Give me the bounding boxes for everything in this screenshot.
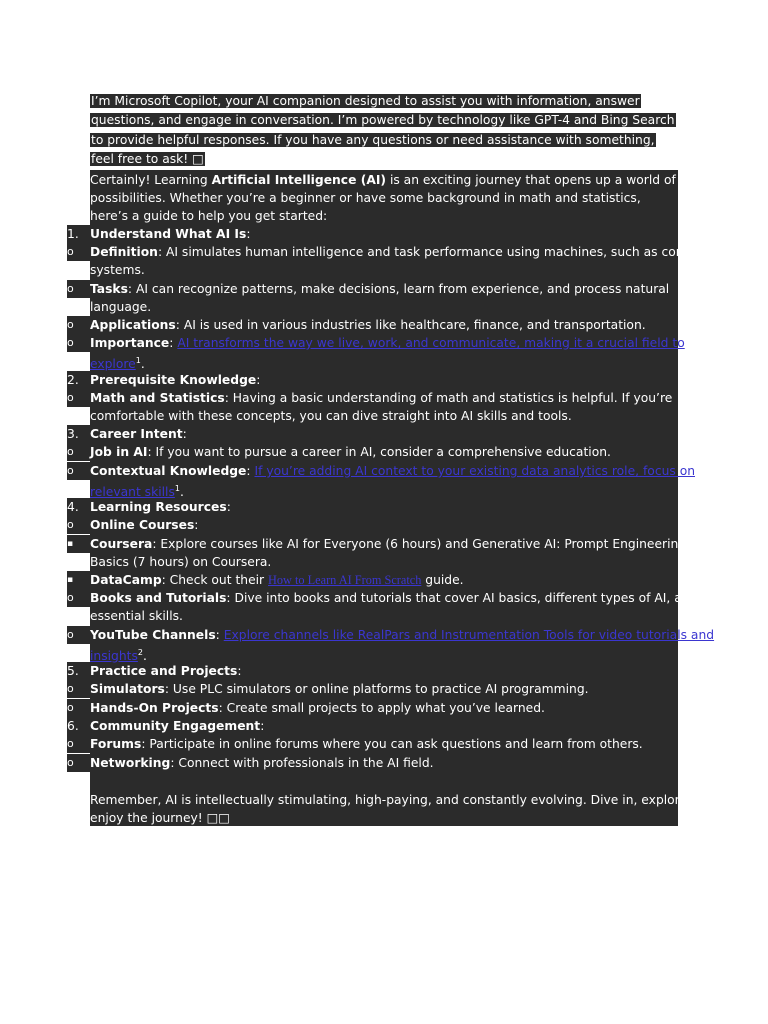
list-bullet: o	[67, 462, 90, 480]
list-item-continuation: insights$^2$.	[90, 648, 147, 664]
citation-mark[interactable]: 1	[174, 484, 180, 493]
opening-paragraph: Certainly! Learning Artificial Intelligence (AI) is an exciting journey that opens up a world of possibilities. Whether you’re a beginner or have some background in math and statistics, here’s a guide to help you get started:	[90, 173, 676, 224]
list-item: Job in AI: If you want to pursue a career in AI, consider a comprehensive education.	[90, 445, 611, 459]
list-item-continuation: language.	[90, 300, 152, 314]
list-item: Math and Statistics: Having a basic understanding of math and statistics is helpful. If you’re	[90, 391, 673, 405]
citation-mark[interactable]: 1	[135, 356, 141, 365]
list-number: 3.	[67, 425, 90, 443]
section-heading: Practice and Projects:	[90, 664, 242, 678]
contextual-link[interactable]: If you’re adding AI context to your existing data analytics role, focus on	[254, 464, 696, 478]
list-bullet: o	[67, 516, 90, 534]
list-item-continuation: Basics (7 hours) on Coursera.	[90, 555, 272, 569]
importance-link[interactable]: AI transforms the way we live, work, and communicate, making it a crucial field to	[177, 336, 685, 350]
list-bullet: o	[67, 316, 90, 334]
list-item: DataCamp: Check out their How to Learn AI From Scratch guide.	[90, 573, 464, 587]
list-item-continuation: explore$^1$.	[90, 356, 145, 372]
section-heading: Career Intent:	[90, 427, 187, 441]
list-item: Simulators: Use PLC simulators or online platforms to practice AI programming.	[90, 682, 589, 696]
list-bullet: o	[67, 443, 90, 461]
list-item-continuation: comfortable with these concepts, you can dive straight into AI skills and tools.	[90, 409, 572, 423]
list-number: 4.	[67, 498, 90, 516]
section-heading: Understand What AI Is:	[90, 227, 251, 241]
list-bullet: o	[67, 280, 90, 298]
list-item: Importance: AI transforms the way we live, work, and communicate, making it a crucial field to	[90, 336, 685, 350]
list-bullet: o	[67, 589, 90, 607]
list-number: 1.	[67, 225, 90, 243]
list-item-continuation: systems.	[90, 263, 145, 277]
citation-mark[interactable]: 2	[137, 648, 143, 657]
closing-paragraph: Remember, AI is intellectually stimulating, high-paying, and constantly evolving. Dive in, explore, and	[90, 793, 718, 807]
list-item: Tasks: AI can recognize patterns, make decisions, learn from experience, and process natural	[90, 282, 670, 296]
list-item-continuation: essential skills.	[90, 609, 183, 623]
contextual-link-cont[interactable]: relevant skills	[90, 485, 175, 500]
list-number: 2.	[67, 371, 90, 389]
list-item: Definition: AI simulates human intelligence and task performance using machines, such as computer	[90, 245, 721, 259]
list-item: Books and Tutorials: Dive into books and tutorials that cover AI basics, different types of AI, and	[90, 591, 698, 605]
list-square-bullet: ▪	[67, 571, 90, 589]
list-bullet: o	[67, 699, 90, 717]
list-item: Networking: Connect with professionals in the AI field.	[90, 756, 434, 770]
list-item: Hands-On Projects: Create small projects to apply what you’ve learned.	[90, 701, 545, 715]
list-item-continuation: relevant skills$^1$.	[90, 484, 184, 500]
closing-paragraph-cont: enjoy the journey! □□	[90, 811, 230, 825]
list-item: Contextual Knowledge: If you’re adding AI context to your existing data analytics role, focus on	[90, 464, 696, 478]
list-item: Applications: AI is used in various industries like healthcare, finance, and transportation.	[90, 318, 646, 332]
datacamp-guide-link[interactable]: How to Learn AI From Scratch	[268, 573, 422, 587]
list-bullet: o	[67, 754, 90, 772]
list-bullet: o	[67, 389, 90, 407]
section-heading: Prerequisite Knowledge:	[90, 373, 261, 387]
list-item: YouTube Channels: Explore channels like RealPars and Instrumentation Tools for video tutorials and	[90, 628, 715, 642]
list-item: Online Courses:	[90, 518, 199, 532]
section-heading: Learning Resources:	[90, 500, 231, 514]
list-bullet: o	[67, 243, 90, 261]
youtube-link[interactable]: Explore channels like RealPars and Instrumentation Tools for video tutorials and	[223, 628, 715, 642]
list-number: 5.	[67, 662, 90, 680]
importance-link-cont[interactable]: explore	[90, 357, 136, 372]
list-item: Forums: Participate in online forums where you can ask questions and learn from others.	[90, 737, 643, 751]
list-number: 6.	[67, 717, 90, 735]
list-item: Coursera: Explore courses like AI for Everyone (6 hours) and Generative AI: Prompt Engineering	[90, 537, 687, 551]
intro-paragraph	[90, 92, 678, 169]
youtube-link-cont[interactable]: insights	[90, 649, 138, 664]
list-bullet: o	[67, 680, 90, 698]
list-bullet: o	[67, 626, 90, 644]
list-bullet: o	[67, 735, 90, 753]
list-square-bullet: ▪	[67, 535, 90, 553]
list-bullet: o	[67, 334, 90, 352]
section-heading: Community Engagement:	[90, 719, 265, 733]
intro-text: I’m Microsoft Copilot, your AI companion designed to assist you with information, answer questions, and engage in conversation. I’m powered by technology like GPT-4 and Bing Search to provide helpful responses. If you have any questions or need assistance with something, feel free to ask! □	[91, 94, 675, 166]
